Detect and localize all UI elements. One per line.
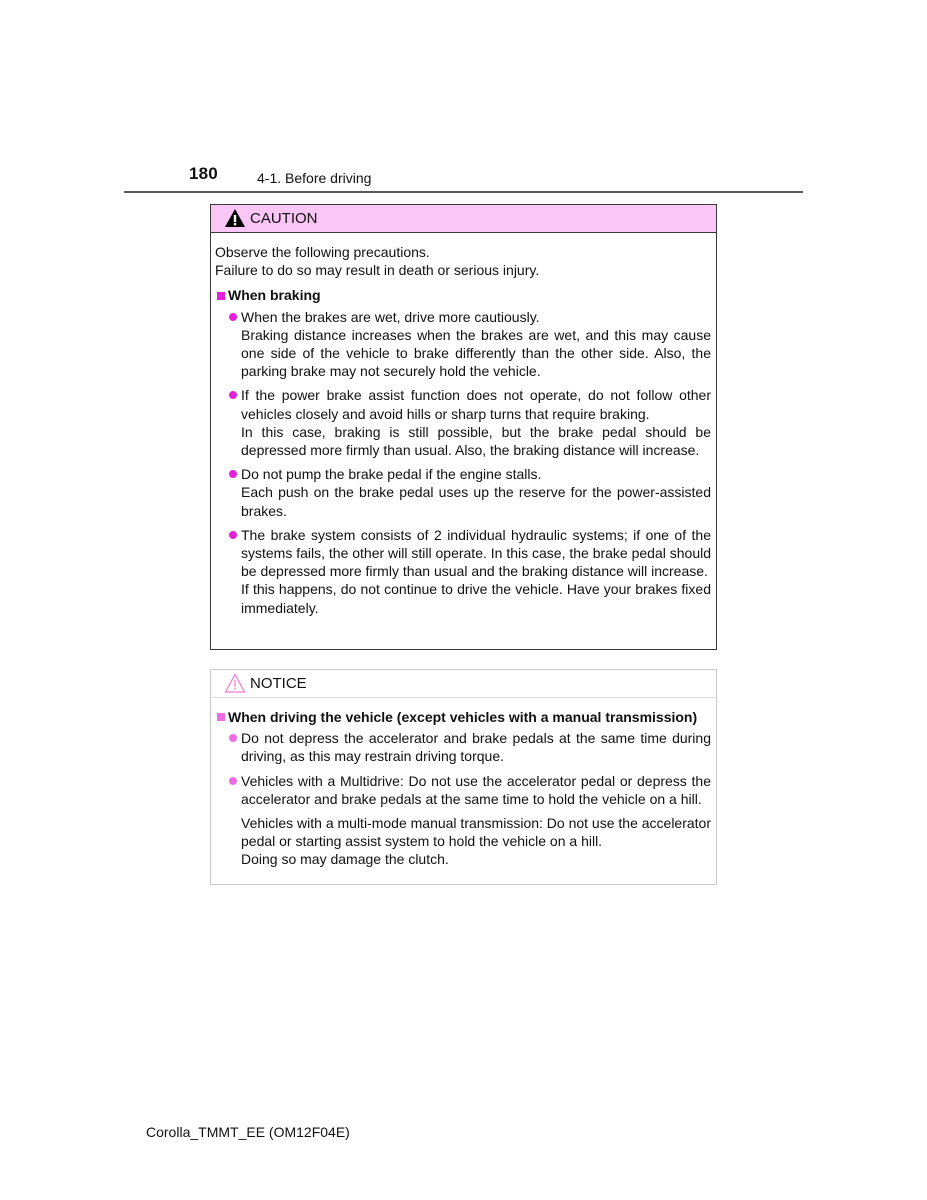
notice-header [211, 670, 716, 698]
square-bullet-icon [217, 292, 225, 300]
caution-item-lead: Do not pump the brake pedal if the engine stalls. [241, 466, 542, 483]
circle-bullet-icon [229, 531, 237, 539]
footer-document-id: Corolla_TMMT_EE (OM12F04E) [146, 1124, 350, 1140]
circle-bullet-icon [229, 391, 237, 399]
caution-item-lead: When the brakes are wet, drive more cautiously. [241, 308, 540, 325]
caution-item [215, 308, 711, 381]
notice-box [210, 669, 717, 885]
notice-item-lead: Do not depress the accelerator and brake pedals at the same time during driving, as this may restrain driving torque. [241, 730, 711, 765]
notice-item-lead: Vehicles with a Multidrive: Do not use the accelerator pedal or depress the accelerator and brake pedals at the same time to hold the vehicle on a hill. [241, 772, 711, 807]
caution-subheading-text: When braking [228, 287, 321, 304]
caution-item [215, 465, 711, 520]
circle-bullet-icon [229, 470, 237, 478]
caution-item-lead: The brake system consists of 2 individual hydraulic systems; if one of the systems fails, the other will still operate. In this case, the brake pedal should be depressed more firmly than usual and the braking distance will increase. [241, 526, 712, 580]
caution-item-lead: If the power brake assist function does not operate, do not follow other vehicles closely and avoid hills or sharp turns that require braking. [241, 387, 711, 422]
caution-item-detail: In this case, braking is still possible, but the brake pedal should be depressed more firmly than usual. Also, the braking distance will increase. [241, 423, 711, 459]
circle-bullet-icon [229, 313, 237, 321]
caution-intro-line: Failure to do so may result in death or serious injury. [215, 262, 540, 279]
notice-item [215, 729, 711, 765]
page-number: 180 [189, 164, 218, 183]
notice-body [211, 698, 716, 869]
caution-subheading [215, 286, 711, 304]
caution-item-detail: Each push on the brake pedal uses up the reserve for the power-assisted brakes. [241, 484, 711, 519]
section-title: 4-1. Before driving [257, 170, 372, 186]
notice-title: NOTICE [250, 675, 307, 692]
caution-body [211, 233, 716, 617]
caution-intro-line: Observe the following precautions. [215, 244, 430, 260]
caution-title: CAUTION [250, 210, 318, 227]
warning-triangle-outline-icon [224, 673, 246, 693]
caution-item [215, 386, 711, 459]
notice-subheading [215, 708, 711, 726]
circle-bullet-icon [229, 734, 237, 742]
caution-item [215, 526, 711, 617]
notice-subheading-text: When driving the vehicle (except vehicles with a manual transmission) [228, 709, 698, 725]
warning-triangle-icon [224, 208, 246, 228]
caution-item-detail: If this happens, do not continue to drive the vehicle. Have your brakes fixed immediately. [241, 581, 711, 616]
caution-header [211, 205, 716, 233]
square-bullet-icon [217, 713, 225, 721]
header-rule [124, 191, 803, 193]
notice-item-detail: Doing so may damage the clutch. [241, 851, 449, 868]
notice-item-extra: Vehicles with a multi-mode manual transmission: Do not use the accelerator pedal or starting assist system to hold the vehicle on a hill. [241, 815, 711, 850]
caution-item-detail: Braking distance increases when the brakes are wet, and this may cause one side of the vehicle to brake differently than the other side. Also, the parking brake may not securely hold the vehicle. [241, 326, 711, 380]
caution-box [210, 204, 717, 650]
circle-bullet-icon [229, 777, 237, 785]
notice-item [215, 772, 711, 869]
